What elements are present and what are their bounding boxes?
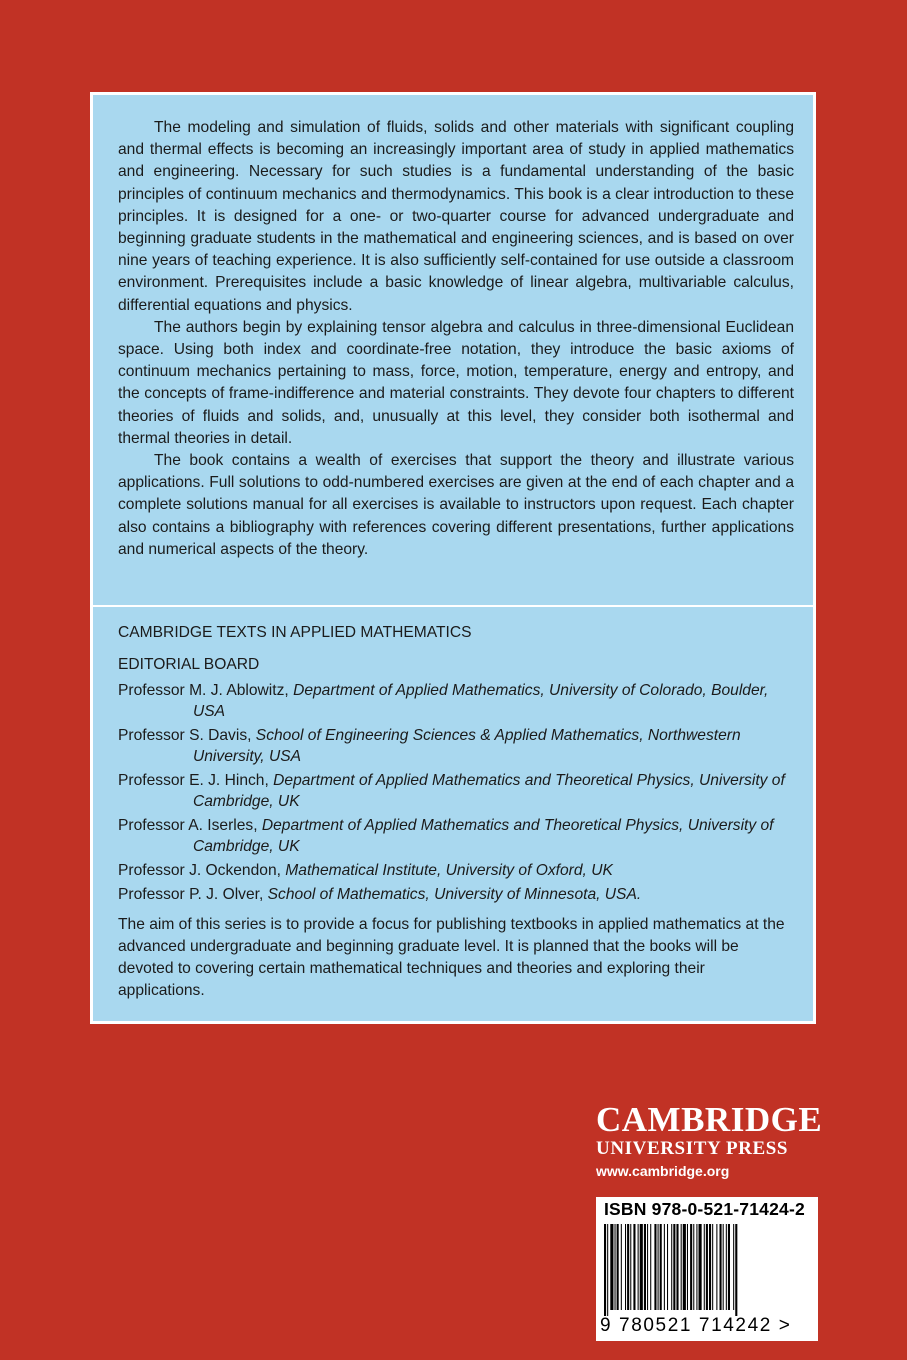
description-paragraph-3: The book contains a wealth of exercises that support the theory and illustrate various applications. Full solutions to odd-numbered exercises are given at the end of each chapter and a complete solutions manual for all exercises is available to instructors upon request. Each chapter also contains a bibliography with references covering different presentations, further applications and numerical aspects of the theory. — [118, 452, 794, 558]
member-affiliation: Department of Applied Mathematics and Theoretical Physics, University of Cambridge, UK — [193, 772, 785, 810]
member-name: Professor M. J. Ablowitz, — [118, 682, 289, 699]
series-info — [118, 622, 794, 1002]
board-member — [118, 725, 794, 767]
publisher-url: www.cambridge.org — [596, 1163, 730, 1179]
member-affiliation: School of Mathematics, University of Minnesota, USA. — [267, 886, 642, 903]
member-affiliation: Department of Applied Mathematics and Theoretical Physics, University of Cambridge, UK — [193, 817, 774, 855]
series-aim: The aim of this series is to provide a focus for publishing textbooks in applied mathematics at the advanced undergraduate and beginning graduate level. It is planned that the books will be devoted to covering certain mathematical techniques and theories and exploring their applications. — [118, 916, 785, 999]
publisher-logo — [596, 1102, 822, 1182]
isbn-label: ISBN 978-0-521-71424-2 — [604, 1199, 805, 1219]
member-name: Professor A. Iserles, — [118, 817, 258, 834]
board-member — [118, 860, 794, 881]
series-title: CAMBRIDGE TEXTS IN APPLIED MATHEMATICS — [118, 624, 472, 641]
description-paragraph-2: The authors begin by explaining tensor algebra and calculus in three-dimensional Euclidean space. Using both index and coordinate-free notation, they introduce the basic axioms of continuum mechanics pertaining to mass, force, motion, temperature, energy and entropy, and the concepts of frame-indifference and material constraints. They devote four chapters to different theories of fluids and solids, and, unusually at this level, they consider both isothermal and thermal theories in detail. — [118, 318, 794, 447]
barcode-number: 9 780521 714242 > — [600, 1315, 792, 1336]
board-member — [118, 680, 794, 722]
barcode-icon — [602, 1224, 808, 1316]
member-name: Professor E. J. Hinch, — [118, 772, 269, 789]
back-cover-panel — [90, 92, 816, 1024]
editorial-board-heading: EDITORIAL BOARD — [118, 656, 260, 673]
member-affiliation: Mathematical Institute, University of Oxford, UK — [285, 862, 613, 879]
board-member — [118, 884, 794, 905]
member-name: Professor S. Davis, — [118, 727, 252, 744]
member-name: Professor J. Ockendon, — [118, 862, 281, 879]
member-affiliation: School of Engineering Sciences & Applied Mathematics, Northwestern University, USA — [193, 727, 741, 765]
description-paragraph-1: The modeling and simulation of fluids, solids and other materials with significant coupling and thermal effects is becoming an increasingly important area of study in applied mathematics and engineering. Necessary for such studies is a fundamental understanding of the basic principles of continuum mechanics and thermodynamics. This book is a clear introduction to these principles. It is designed for a one- or two-quarter course for advanced undergraduate and beginning graduate students in the mathematical and engineering sciences, and is based on over nine years of teaching experience. It is also sufficiently self-contained for use outside a classroom environment. Prerequisites include a basic knowledge of linear algebra, multivariable calculus, differential equations and physics. — [118, 119, 794, 314]
member-name: Professor P. J. Olver, — [118, 886, 264, 903]
board-member — [118, 770, 794, 812]
panel-divider — [93, 605, 813, 607]
board-member — [118, 815, 794, 857]
member-affiliation: Department of Applied Mathematics, University of Colorado, Boulder, USA — [193, 682, 769, 720]
publisher-name: CAMBRIDGE — [596, 1100, 823, 1139]
book-description — [118, 117, 794, 561]
barcode-box — [596, 1197, 818, 1341]
publisher-subname: UNIVERSITY PRESS — [596, 1138, 789, 1159]
